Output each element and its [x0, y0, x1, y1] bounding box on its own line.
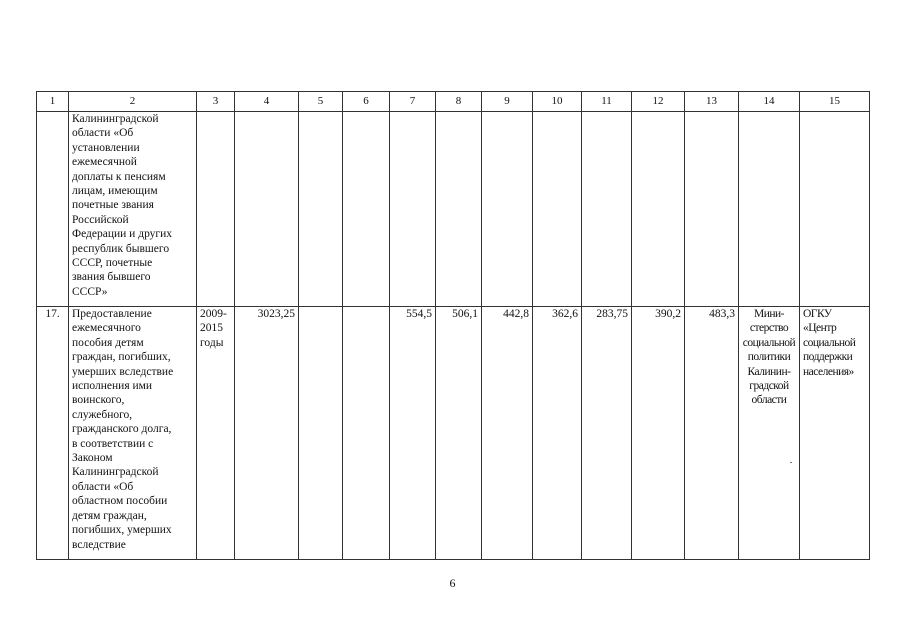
column-header: 15 — [800, 92, 870, 112]
period-cell: 2009- 2015 годы — [197, 307, 235, 560]
column-header: 12 — [632, 92, 685, 112]
recipient-cell — [800, 112, 870, 307]
executor-cell — [739, 112, 800, 307]
row-number-cell — [37, 112, 69, 307]
recipient-cell: ОГКУ «Центр социальной поддержки населения» — [800, 307, 870, 560]
program-table — [36, 91, 870, 560]
column-header: 1 — [37, 92, 69, 112]
scan-speck — [790, 462, 792, 463]
total-cell: 3023,25 — [235, 307, 299, 560]
value-cell: 390,2 — [632, 307, 685, 560]
column-header: 2 — [69, 92, 197, 112]
measure-name-cell: Калининградской области «Об установлении ежемесячной доплаты к пенсиям лицам, имеющим почетные звания Российской Федерации и других республик бывшего СССР, почетные звания бывшего СССР» — [69, 112, 197, 307]
period-cell — [197, 112, 235, 307]
column-header: 8 — [436, 92, 482, 112]
value-cell: 506,1 — [436, 307, 482, 560]
column-header: 11 — [582, 92, 632, 112]
value-cell: 283,75 — [582, 307, 632, 560]
value-cell: 362,6 — [533, 307, 582, 560]
value-cell — [632, 112, 685, 307]
column-header: 14 — [739, 92, 800, 112]
measure-name-cell: Предоставление ежемесячного пособия детям граждан, погибших, умерших вследствие исполнения ими воинского, служебного, гражданского долга, в соответствии с Законом Калининградской области «Об областном пособии детям граждан, погибших, умерших вследствие — [69, 307, 197, 560]
page-number: 6 — [449, 576, 456, 590]
value-cell — [482, 112, 533, 307]
column-header: 7 — [390, 92, 436, 112]
value-cell: 442,8 — [482, 307, 533, 560]
value-cell: 554,5 — [390, 307, 436, 560]
executor-cell: Мини- стерство социальной политики Калинин- градской области — [739, 307, 800, 560]
value-cell — [299, 307, 343, 560]
value-cell — [390, 112, 436, 307]
column-header-row — [37, 92, 870, 112]
column-header: 6 — [343, 92, 390, 112]
row-number-cell: 17. — [37, 307, 69, 560]
column-header: 3 — [197, 92, 235, 112]
value-cell — [582, 112, 632, 307]
column-header: 10 — [533, 92, 582, 112]
column-header: 13 — [685, 92, 739, 112]
column-header: 4 — [235, 92, 299, 112]
value-cell — [343, 307, 390, 560]
table-row — [37, 307, 870, 560]
column-header: 9 — [482, 92, 533, 112]
value-cell — [343, 112, 390, 307]
value-cell — [436, 112, 482, 307]
value-cell: 483,3 — [685, 307, 739, 560]
value-cell — [299, 112, 343, 307]
value-cell — [533, 112, 582, 307]
total-cell — [235, 112, 299, 307]
column-header: 5 — [299, 92, 343, 112]
value-cell — [685, 112, 739, 307]
table-row — [37, 112, 870, 307]
